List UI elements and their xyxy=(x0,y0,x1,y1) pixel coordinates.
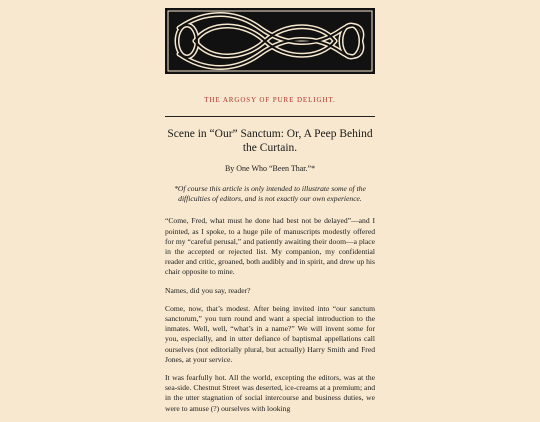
celtic-knot-icon xyxy=(165,8,375,74)
paragraph: Names, did you say, reader? xyxy=(165,285,251,295)
paragraph: It was fearfully hot. All the world, excepting the editors, was at the sea-side. Chestnut Street was deserted, ice-creams at a premium; and in the utter stagnation of social intercourse and business duties, we were to amuse (?) ourselves with looking xyxy=(165,373,375,413)
divider xyxy=(165,116,375,117)
article-body xyxy=(165,216,375,413)
article-byline: By One Who “Been Thar.”* xyxy=(224,164,316,173)
page-column xyxy=(165,8,375,422)
article-title: Scene in “Our” Sanctum: Or, A Peep Behind the Curtain. xyxy=(167,128,373,154)
article-footnote: *Of course this article is only intended to illustrate some of the difficulties of editors, and is not exactly our own experience. xyxy=(174,184,366,204)
paragraph: “Come, Fred, what must he done had best not be delayed”—and I pointed, as I spoke, to a huge pile of manuscripts modestly offered for my “careful perusal,” and patiently awaiting their doom—a place in the accepted or rejected list. My companion, my confidential reader and critic, groaned, both audibly and in spirit, and drew up his chair opposite to mine. xyxy=(165,216,375,277)
paragraph: Come, now, that’s modest. After being invited into “our sanctum sanctorum,” you turn round and want a special introduction to the inmates. Well, well, “what’s in a name?” We will invent some for you, especially, and in utter defiance of baptismal appellations call ourselves (not editorially plural, but actually) Harry Smith and Fred Jones, at your service. xyxy=(165,303,375,364)
magazine-tagline: THE ARGOSY OF PURE DELIGHT. xyxy=(204,96,336,104)
